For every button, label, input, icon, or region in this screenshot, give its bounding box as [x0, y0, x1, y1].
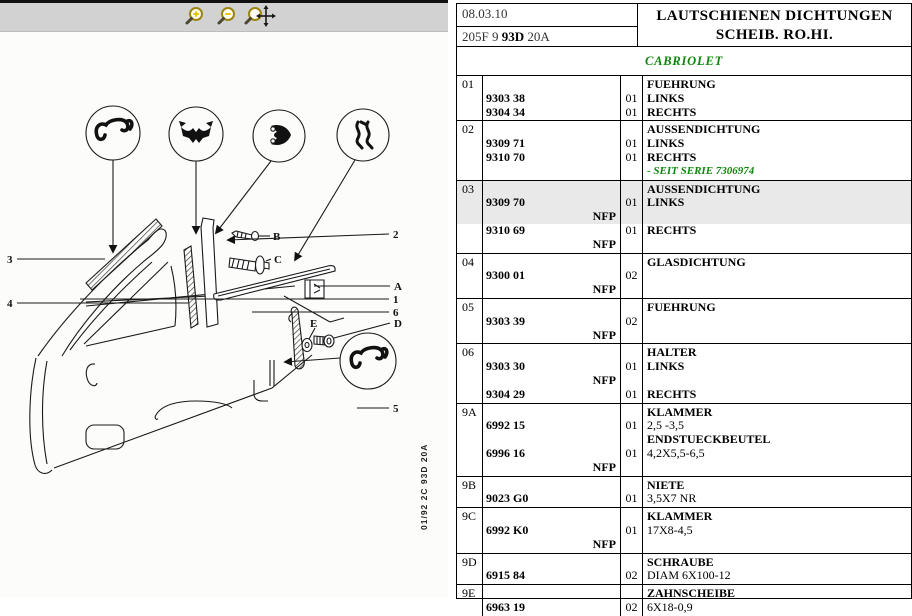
nfp-flag: NFP: [592, 282, 616, 297]
ref-column: [457, 508, 483, 552]
nfp-flag: NFP: [592, 327, 616, 342]
callout-circle-1: [86, 106, 140, 160]
parts-list-panel: [456, 3, 912, 614]
page-code: 205F 9 93D 20A: [462, 29, 550, 44]
part-label: KLAMMER: [647, 509, 713, 524]
seal-profile-4: [357, 122, 372, 148]
window-guide-hatched: [184, 246, 198, 328]
qty-value: 01: [625, 90, 638, 105]
diagram-label-3[interactable]: 3: [7, 254, 13, 266]
parts-row-9A[interactable]: [457, 404, 911, 477]
qty-value: 01: [625, 222, 638, 237]
parts-row-9C[interactable]: [457, 508, 911, 553]
rail-part-6: [291, 307, 304, 369]
ref-cell: 9C: [462, 509, 477, 524]
qty-column: [621, 299, 643, 343]
qty-value: 01: [625, 104, 638, 119]
part-label: GLASDICHTUNG: [647, 254, 746, 269]
diagram-label-B[interactable]: B: [273, 231, 281, 243]
qty-value: 01: [625, 195, 638, 210]
diagram-label-D[interactable]: D: [394, 318, 402, 330]
qty-value: 01: [625, 445, 638, 460]
nfp-flag: NFP: [592, 459, 616, 474]
part-label: ENDSTUECKBEUTEL: [647, 432, 771, 447]
part-number-column: [483, 508, 621, 552]
ref-column: [457, 344, 483, 402]
part-label: LINKS: [647, 90, 685, 105]
part-number-column: [483, 585, 621, 616]
ref-column: [457, 299, 483, 343]
ref-cell: 05: [462, 299, 474, 314]
ref-cell: 9A: [462, 404, 477, 419]
part-label: 2,5 -3,5: [647, 418, 684, 433]
label-column: [643, 554, 911, 585]
parts-row-04[interactable]: [457, 254, 911, 299]
ref-cell: 01: [462, 77, 474, 91]
ref-column: [457, 181, 483, 253]
page-title: LAUTSCHIENEN DICHTUNGEN SCHEIB. RO.HI.: [656, 8, 893, 43]
part-label: 3,5X7 NR: [647, 491, 697, 506]
part-number-column: [483, 554, 621, 585]
part-number: 6915 84: [486, 568, 525, 583]
ref-column: [457, 404, 483, 476]
part-number: 9310 70: [486, 149, 525, 164]
seal-profile-1: [96, 120, 132, 140]
part-number: 9304 29: [486, 386, 525, 401]
parts-rows: [457, 76, 911, 616]
label-column: [643, 181, 911, 253]
seal-profile-5: [351, 348, 387, 368]
clip-part-A: [305, 280, 324, 298]
nfp-flag: NFP: [592, 372, 616, 387]
part-number: 9304 34: [486, 104, 525, 119]
part-number: 9310 69: [486, 222, 525, 237]
part-label: 17X8-4,5: [647, 522, 693, 537]
callout-circle-5: [340, 333, 396, 389]
parts-row-06[interactable]: [457, 344, 911, 403]
window-guide-post: [201, 218, 218, 327]
nfp-flag: NFP: [592, 536, 616, 551]
qty-value: 01: [625, 149, 638, 164]
zoom-in-icon[interactable]: [182, 5, 208, 28]
door-seals-drawing: [0, 28, 448, 597]
ref-cell: 04: [462, 254, 474, 269]
part-number: 9023 G0: [486, 491, 529, 506]
qty-column: [621, 585, 643, 616]
label-column: [643, 585, 911, 616]
label-column: [643, 121, 911, 179]
diagram-panel: [0, 0, 448, 597]
qty-column: [621, 254, 643, 298]
zoom-out-icon[interactable]: [214, 5, 240, 28]
part-number: 6992 15: [486, 418, 525, 433]
parts-row-01[interactable]: [457, 76, 911, 121]
label-column: [643, 76, 911, 120]
part-label: RECHTS: [647, 386, 697, 401]
ref-cell: 03: [462, 181, 474, 196]
qty-value: 01: [625, 418, 638, 433]
diagram-label-A[interactable]: A: [394, 281, 402, 293]
part-label: DIAM 6X100-12: [647, 568, 731, 583]
qty-value: 02: [625, 313, 638, 328]
part-number-column: [483, 299, 621, 343]
label-column: [643, 508, 911, 552]
exploded-parts-diagram: [0, 28, 448, 597]
qty-value: 01: [625, 386, 638, 401]
qty-value: 01: [625, 359, 638, 374]
diagram-label-1[interactable]: 1: [393, 294, 399, 306]
part-number: 9309 71: [486, 136, 525, 151]
nfp-flag: NFP: [592, 236, 616, 251]
seal-profile-2: [179, 121, 213, 143]
callout-circle-4: [337, 109, 389, 161]
label-column: [643, 344, 911, 402]
qty-value: 02: [625, 599, 638, 614]
part-label: RECHTS: [647, 104, 697, 119]
qty-value: 01: [625, 136, 638, 151]
ref-column: [457, 585, 483, 616]
part-number: 9309 70: [486, 195, 525, 210]
ref-column: [457, 76, 483, 120]
ref-column: [457, 254, 483, 298]
series-note: - SEIT SERIE 7306974: [647, 164, 755, 177]
qty-column: [621, 404, 643, 476]
part-label: RECHTS: [647, 222, 697, 237]
diagram-label-2[interactable]: 2: [393, 229, 399, 241]
diagram-label-5[interactable]: 5: [393, 403, 399, 415]
zoom-pan-icon[interactable]: [244, 5, 276, 28]
part-number-column: [483, 121, 621, 179]
part-number: 6992 K0: [486, 522, 529, 537]
ref-column: [457, 477, 483, 508]
part-label: SCHRAUBE: [647, 554, 714, 569]
header-codes: [457, 4, 638, 46]
callout-circle-3: [253, 110, 305, 162]
part-label: LINKS: [647, 359, 685, 374]
qty-value: 02: [625, 268, 638, 283]
part-label: NIETE: [647, 477, 685, 492]
part-number-column: [483, 254, 621, 298]
label-column: [643, 404, 911, 476]
part-number: 9303 30: [486, 359, 525, 374]
qty-column: [621, 121, 643, 179]
part-label: LINKS: [647, 136, 685, 151]
qty-column: [621, 477, 643, 508]
table-header: [457, 4, 911, 47]
part-number: 6996 16: [486, 445, 525, 460]
screw-part-C: [229, 256, 269, 274]
part-label: FUEHRUNG: [647, 299, 716, 314]
plate-reference-stamp: 01/92 2C 93D 20A: [419, 443, 429, 530]
label-column: [643, 477, 911, 508]
part-label: 6X18-0,9: [647, 599, 693, 614]
diagram-label-4[interactable]: 4: [7, 298, 13, 310]
part-label: ZAHNSCHEIBE: [647, 586, 736, 601]
part-label: AUSSENDICHTUNG: [647, 122, 761, 137]
part-number: 9303 38: [486, 90, 525, 105]
qty-column: [621, 554, 643, 585]
part-label: LINKS: [647, 195, 685, 210]
ref-cell: 9B: [462, 477, 477, 492]
part-label: AUSSENDICHTUNG: [647, 181, 761, 196]
ref-cell: 9E: [462, 586, 476, 601]
qty-column: [621, 181, 643, 253]
parts-row-9E[interactable]: [457, 585, 911, 616]
parts-row-03[interactable]: [457, 181, 911, 254]
parts-row-9D[interactable]: [457, 554, 911, 586]
part-label: RECHTS: [647, 149, 697, 164]
ref-cell: 9D: [462, 554, 477, 569]
qty-column: [621, 508, 643, 552]
qty-column: [621, 76, 643, 120]
part-number-column: [483, 477, 621, 508]
bolt-part-D: [314, 335, 334, 347]
variant-banner: CABRIOLET: [457, 47, 911, 76]
part-number-column: [483, 344, 621, 402]
qty-value: 01: [625, 491, 638, 506]
part-label: HALTER: [647, 345, 697, 360]
qty-value: 02: [625, 568, 638, 583]
diagram-label-E[interactable]: E: [310, 318, 318, 330]
parts-row-02[interactable]: [457, 121, 911, 180]
washer-part-E: [302, 339, 312, 352]
nfp-flag: NFP: [592, 209, 616, 224]
ref-cell: 06: [462, 345, 474, 360]
qty-value: 01: [625, 522, 638, 537]
part-label: KLAMMER: [647, 404, 713, 419]
label-column: [643, 299, 911, 343]
ref-column: [457, 554, 483, 585]
label-column: [643, 254, 911, 298]
qty-column: [621, 344, 643, 402]
ref-column: [457, 121, 483, 179]
part-number-column: [483, 404, 621, 476]
part-number-column: [483, 181, 621, 253]
parts-row-9B[interactable]: [457, 477, 911, 509]
parts-row-05[interactable]: [457, 299, 911, 344]
diagram-label-6[interactable]: 6: [393, 307, 399, 319]
callout-circle-2: [169, 107, 223, 161]
part-number: 6963 19: [486, 599, 525, 614]
part-number: 9300 01: [486, 268, 525, 283]
catalog-date: 08.03.10: [457, 4, 637, 27]
part-label: FUEHRUNG: [647, 77, 716, 91]
part-number: 9303 39: [486, 313, 525, 328]
part-label: 4,2X5,5-6,5: [647, 445, 705, 460]
part-number-column: [483, 76, 621, 120]
ref-cell: 02: [462, 122, 474, 137]
diagram-label-C[interactable]: C: [274, 254, 282, 266]
